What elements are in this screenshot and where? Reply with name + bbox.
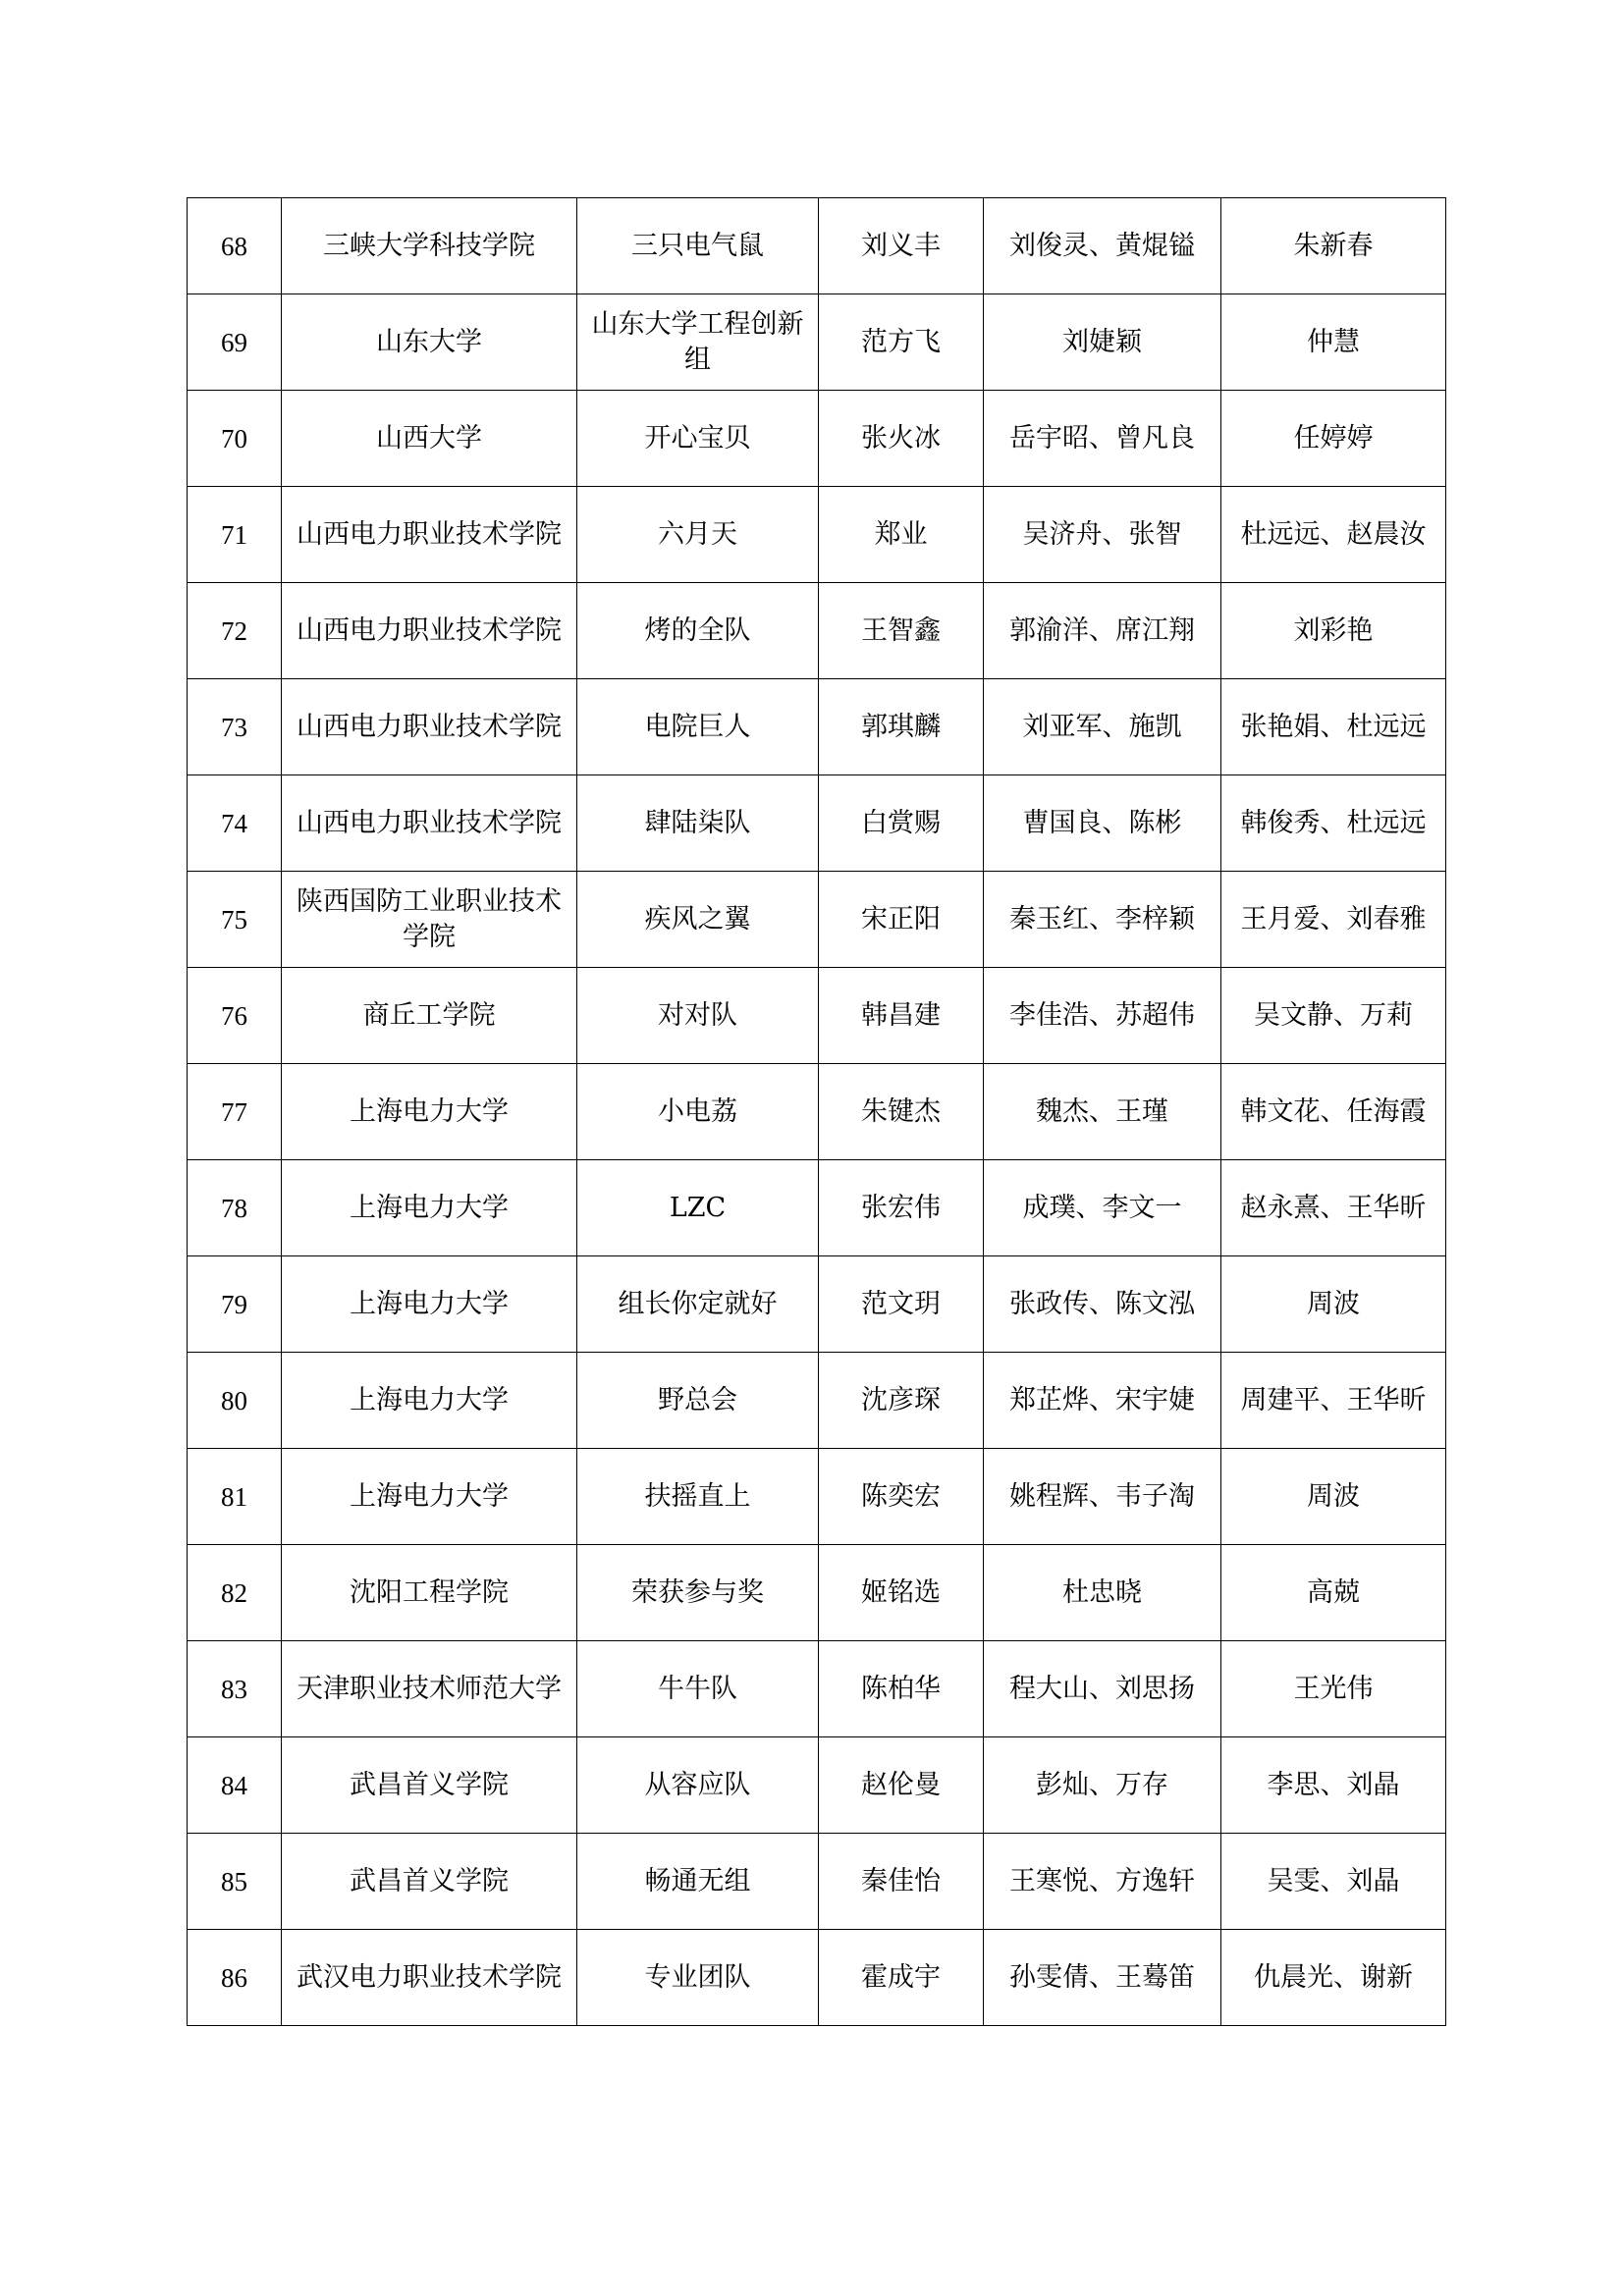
team-name-cell: 疾风之翼 (577, 872, 819, 968)
team-name-cell: 山东大学工程创新组 (577, 294, 819, 391)
advisor-cell: 张艳娟、杜远远 (1221, 679, 1446, 775)
school-cell: 武昌首义学院 (282, 1737, 577, 1834)
school-cell: 上海电力大学 (282, 1353, 577, 1449)
row-number-cell: 82 (188, 1545, 282, 1641)
advisor-cell: 周波 (1221, 1256, 1446, 1353)
table-row (188, 968, 1446, 1064)
advisor-cell: 周波 (1221, 1449, 1446, 1545)
advisor-cell: 韩文花、任海霞 (1221, 1064, 1446, 1160)
row-number-cell: 76 (188, 968, 282, 1064)
members-cell: 秦玉红、李梓颖 (984, 872, 1221, 968)
members-cell: 杜忠晓 (984, 1545, 1221, 1641)
table-row (188, 1545, 1446, 1641)
row-number-cell: 68 (188, 198, 282, 294)
table-row (188, 872, 1446, 968)
school-cell: 武昌首义学院 (282, 1834, 577, 1930)
row-number-cell: 84 (188, 1737, 282, 1834)
table-row (188, 391, 1446, 487)
leader-cell: 秦佳怡 (819, 1834, 984, 1930)
row-number-cell: 72 (188, 583, 282, 679)
school-cell: 山西电力职业技术学院 (282, 775, 577, 872)
members-cell: 成璞、李文一 (984, 1160, 1221, 1256)
advisor-cell: 仇晨光、谢新 (1221, 1930, 1446, 2026)
advisor-cell: 韩俊秀、杜远远 (1221, 775, 1446, 872)
table-row (188, 294, 1446, 391)
members-cell: 孙雯倩、王蓦笛 (984, 1930, 1221, 2026)
team-name-cell: 牛牛队 (577, 1641, 819, 1737)
advisor-cell: 刘彩艳 (1221, 583, 1446, 679)
advisor-cell: 吴文静、万莉 (1221, 968, 1446, 1064)
team-name-cell: 专业团队 (577, 1930, 819, 2026)
table-row (188, 679, 1446, 775)
school-cell: 沈阳工程学院 (282, 1545, 577, 1641)
school-cell: 三峡大学科技学院 (282, 198, 577, 294)
table-row (188, 1449, 1446, 1545)
table-row (188, 198, 1446, 294)
advisor-cell: 高兢 (1221, 1545, 1446, 1641)
row-number-cell: 77 (188, 1064, 282, 1160)
school-cell: 上海电力大学 (282, 1256, 577, 1353)
team-name-cell: 组长你定就好 (577, 1256, 819, 1353)
school-cell: 山西电力职业技术学院 (282, 487, 577, 583)
school-cell: 上海电力大学 (282, 1449, 577, 1545)
school-cell: 山东大学 (282, 294, 577, 391)
table-row (188, 1930, 1446, 2026)
leader-cell: 范文玥 (819, 1256, 984, 1353)
members-cell: 郭渝洋、席江翔 (984, 583, 1221, 679)
leader-cell: 白赏赐 (819, 775, 984, 872)
row-number-cell: 83 (188, 1641, 282, 1737)
row-number-cell: 69 (188, 294, 282, 391)
row-number-cell: 80 (188, 1353, 282, 1449)
members-cell: 曹国良、陈彬 (984, 775, 1221, 872)
row-number-cell: 85 (188, 1834, 282, 1930)
row-number-cell: 73 (188, 679, 282, 775)
leader-cell: 郑业 (819, 487, 984, 583)
leader-cell: 张火冰 (819, 391, 984, 487)
members-cell: 郑芷烨、宋宇婕 (984, 1353, 1221, 1449)
row-number-cell: 81 (188, 1449, 282, 1545)
table-row (188, 583, 1446, 679)
roster-table-body (188, 198, 1446, 2026)
team-name-cell: 六月天 (577, 487, 819, 583)
leader-cell: 韩昌建 (819, 968, 984, 1064)
table-row (188, 1256, 1446, 1353)
school-cell: 山西大学 (282, 391, 577, 487)
team-name-cell: 肆陆柒队 (577, 775, 819, 872)
members-cell: 张政传、陈文泓 (984, 1256, 1221, 1353)
leader-cell: 郭琪麟 (819, 679, 984, 775)
row-number-cell: 70 (188, 391, 282, 487)
leader-cell: 霍成宇 (819, 1930, 984, 2026)
row-number-cell: 78 (188, 1160, 282, 1256)
row-number-cell: 71 (188, 487, 282, 583)
members-cell: 吴济舟、张智 (984, 487, 1221, 583)
members-cell: 王寒悦、方逸轩 (984, 1834, 1221, 1930)
leader-cell: 沈彦琛 (819, 1353, 984, 1449)
table-row (188, 1641, 1446, 1737)
row-number-cell: 79 (188, 1256, 282, 1353)
team-name-cell: 扶摇直上 (577, 1449, 819, 1545)
table-row (188, 1737, 1446, 1834)
advisor-cell: 李思、刘晶 (1221, 1737, 1446, 1834)
table-row (188, 775, 1446, 872)
leader-cell: 张宏伟 (819, 1160, 984, 1256)
advisor-cell: 周建平、王华昕 (1221, 1353, 1446, 1449)
team-name-cell: 野总会 (577, 1353, 819, 1449)
leader-cell: 刘义丰 (819, 198, 984, 294)
members-cell: 程大山、刘思扬 (984, 1641, 1221, 1737)
school-cell: 上海电力大学 (282, 1064, 577, 1160)
row-number-cell: 74 (188, 775, 282, 872)
school-cell: 山西电力职业技术学院 (282, 583, 577, 679)
team-name-cell: 对对队 (577, 968, 819, 1064)
row-number-cell: 75 (188, 872, 282, 968)
members-cell: 刘亚军、施凯 (984, 679, 1221, 775)
leader-cell: 王智鑫 (819, 583, 984, 679)
team-name-cell: 荣获参与奖 (577, 1545, 819, 1641)
team-name-cell: 电院巨人 (577, 679, 819, 775)
advisor-cell: 任婷婷 (1221, 391, 1446, 487)
members-cell: 魏杰、王瑾 (984, 1064, 1221, 1160)
school-cell: 天津职业技术师范大学 (282, 1641, 577, 1737)
advisor-cell: 朱新春 (1221, 198, 1446, 294)
table-row (188, 1160, 1446, 1256)
school-cell: 山西电力职业技术学院 (282, 679, 577, 775)
school-cell: 上海电力大学 (282, 1160, 577, 1256)
leader-cell: 宋正阳 (819, 872, 984, 968)
team-name-cell: 三只电气鼠 (577, 198, 819, 294)
advisor-cell: 吴雯、刘晶 (1221, 1834, 1446, 1930)
table-row (188, 487, 1446, 583)
members-cell: 李佳浩、苏超伟 (984, 968, 1221, 1064)
leader-cell: 姬铭选 (819, 1545, 984, 1641)
team-name-cell: 小电荔 (577, 1064, 819, 1160)
leader-cell: 陈柏华 (819, 1641, 984, 1737)
team-name-cell: 烤的全队 (577, 583, 819, 679)
school-cell: 商丘工学院 (282, 968, 577, 1064)
leader-cell: 陈奕宏 (819, 1449, 984, 1545)
leader-cell: 范方飞 (819, 294, 984, 391)
team-name-cell: LZC (577, 1160, 819, 1256)
table-row (188, 1834, 1446, 1930)
advisor-cell: 仲慧 (1221, 294, 1446, 391)
school-cell: 武汉电力职业技术学院 (282, 1930, 577, 2026)
advisor-cell: 杜远远、赵晨汝 (1221, 487, 1446, 583)
members-cell: 刘俊灵、黄焜镒 (984, 198, 1221, 294)
team-name-cell: 畅通无组 (577, 1834, 819, 1930)
roster-table (187, 197, 1446, 2026)
advisor-cell: 赵永熹、王华昕 (1221, 1160, 1446, 1256)
members-cell: 姚程辉、韦子淘 (984, 1449, 1221, 1545)
row-number-cell: 86 (188, 1930, 282, 2026)
school-cell: 陕西国防工业职业技术学院 (282, 872, 577, 968)
team-name-cell: 开心宝贝 (577, 391, 819, 487)
advisor-cell: 王光伟 (1221, 1641, 1446, 1737)
members-cell: 岳宇昭、曾凡良 (984, 391, 1221, 487)
advisor-cell: 王月爱、刘春雅 (1221, 872, 1446, 968)
table-row (188, 1064, 1446, 1160)
leader-cell: 赵伦曼 (819, 1737, 984, 1834)
team-name-cell: 从容应队 (577, 1737, 819, 1834)
members-cell: 彭灿、万存 (984, 1737, 1221, 1834)
leader-cell: 朱键杰 (819, 1064, 984, 1160)
members-cell: 刘婕颖 (984, 294, 1221, 391)
table-row (188, 1353, 1446, 1449)
